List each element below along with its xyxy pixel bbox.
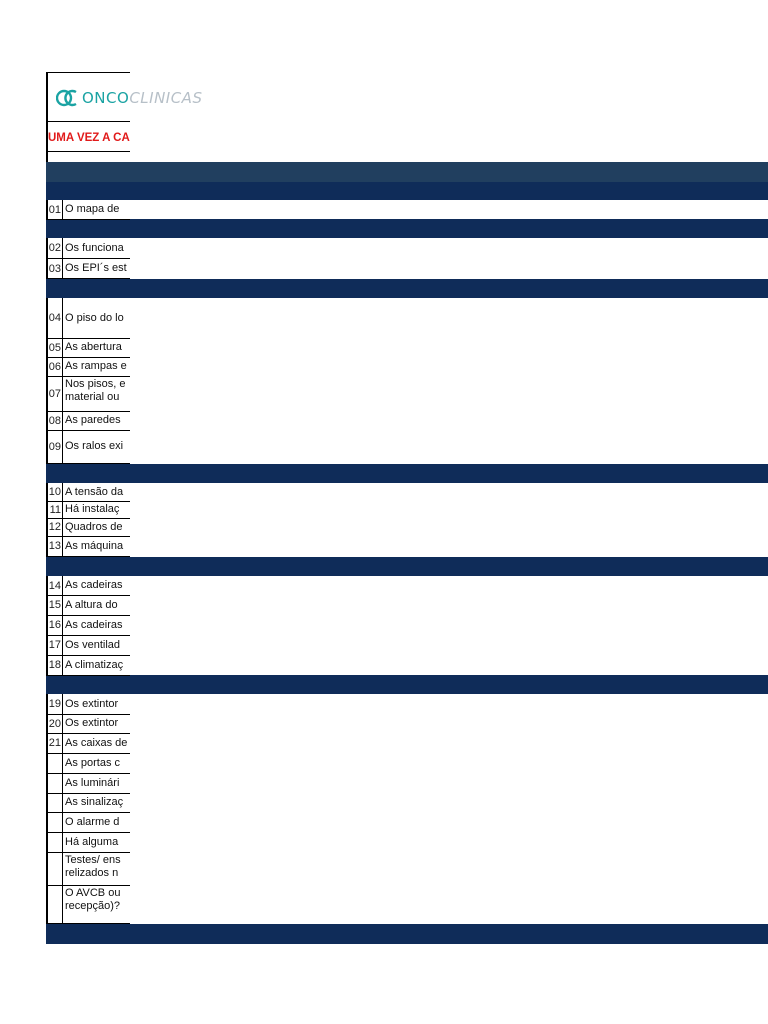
divider	[46, 121, 130, 122]
row-number: 13	[46, 536, 63, 556]
row-text: As cadeiras	[65, 579, 123, 591]
section-header-band	[46, 182, 768, 200]
table-row	[46, 536, 130, 557]
row-text: O mapa de	[65, 203, 120, 215]
row-number: 06	[46, 357, 63, 376]
table-row	[46, 338, 130, 358]
row-text: Nos pisos, e material ou	[65, 378, 126, 403]
row-number: 09	[46, 430, 63, 463]
table-row	[46, 885, 130, 924]
table-row	[46, 376, 130, 412]
section-header-band	[46, 219, 768, 238]
table-row	[46, 518, 130, 537]
table-row	[46, 238, 130, 259]
table-row	[46, 753, 130, 774]
table-row	[46, 733, 130, 754]
table-row	[46, 576, 130, 596]
table-row	[46, 298, 130, 339]
table-row	[46, 714, 130, 734]
oncoclinicas-logo	[56, 86, 202, 110]
row-number: 19	[46, 694, 63, 714]
table-row	[46, 812, 130, 833]
row-number: 21	[46, 733, 63, 753]
row-text: O piso do lo	[65, 311, 124, 324]
table-row	[46, 694, 130, 715]
row-number: 05	[46, 338, 63, 357]
logo-brand-b: CLINICAS	[129, 89, 203, 107]
row-number	[46, 753, 63, 773]
section-header-band	[46, 557, 768, 576]
row-number	[46, 832, 63, 852]
row-text: As cadeiras	[65, 618, 123, 631]
row-text: O AVCB ou recepção)?	[65, 887, 121, 912]
section-header-band	[46, 924, 768, 944]
row-text: As luminári	[65, 776, 120, 789]
table-row	[46, 430, 130, 464]
row-text: Os extintor	[65, 717, 119, 729]
table-row	[46, 832, 130, 853]
table-row	[46, 259, 130, 279]
section-header-band	[46, 162, 768, 182]
section-header-band	[46, 464, 768, 483]
row-number: 07	[46, 376, 63, 411]
table-row	[46, 200, 130, 220]
row-number: 20	[46, 714, 63, 733]
row-number: 10	[46, 483, 63, 501]
table-row	[46, 773, 130, 794]
table-row	[46, 793, 130, 813]
row-text: As portas c	[65, 756, 121, 769]
row-text: As sinalizaç	[65, 796, 124, 808]
logo-brand-a: ONCO	[82, 89, 130, 107]
row-text: A tensão da	[65, 485, 124, 498]
table-row	[46, 635, 130, 656]
row-number: 04	[46, 298, 63, 338]
row-number	[46, 793, 63, 812]
row-text: Os ventilad	[65, 638, 121, 651]
row-text: As caixas de	[65, 736, 128, 749]
warning-text: UMA VEZ A CA	[48, 132, 130, 144]
row-number	[46, 812, 63, 832]
row-text: A climatizaç	[65, 658, 124, 671]
table-row	[46, 595, 130, 616]
row-number	[46, 885, 63, 923]
table-row	[46, 852, 130, 886]
row-number: 15	[46, 595, 63, 615]
row-number: 01	[46, 200, 63, 219]
row-number: 17	[46, 635, 63, 655]
row-number: 08	[46, 411, 63, 430]
table-row	[46, 655, 130, 676]
row-text: Testes/ ens relizados n	[65, 854, 121, 879]
table-row	[46, 501, 130, 519]
checklist-sheet	[46, 72, 768, 944]
logo-wordmark	[82, 89, 202, 107]
row-text: Os ralos exi	[65, 440, 124, 452]
logo-mark-icon	[56, 88, 78, 108]
table-row	[46, 483, 130, 502]
row-number: 02	[46, 238, 63, 258]
row-text: Quadros de	[65, 520, 123, 533]
row-text: A altura do	[65, 598, 118, 611]
row-number: 11	[46, 501, 63, 518]
row-text: As paredes	[65, 414, 121, 426]
row-number	[46, 773, 63, 793]
section-header-band	[46, 279, 768, 298]
table-row	[46, 411, 130, 431]
row-text: Os extintor	[65, 697, 119, 710]
row-text: Há instalaç	[65, 503, 120, 515]
row-number: 16	[46, 615, 63, 635]
row-text: Os funciona	[65, 241, 124, 254]
row-text: As abertura	[65, 341, 122, 353]
table-row	[46, 357, 130, 377]
row-number	[46, 852, 63, 885]
section-header-band	[46, 675, 768, 694]
row-text: As rampas e	[65, 360, 127, 372]
row-text: Os EPI´s est	[65, 262, 127, 274]
row-number: 18	[46, 655, 63, 675]
sheet-top-border	[46, 72, 130, 73]
row-number: 12	[46, 518, 63, 536]
row-text: As máquina	[65, 539, 124, 552]
divider	[46, 151, 130, 152]
row-text: O alarme d	[65, 815, 120, 828]
table-row	[46, 615, 130, 636]
row-number: 14	[46, 576, 63, 595]
row-number: 03	[46, 259, 63, 278]
row-text: Há alguma	[65, 835, 119, 848]
